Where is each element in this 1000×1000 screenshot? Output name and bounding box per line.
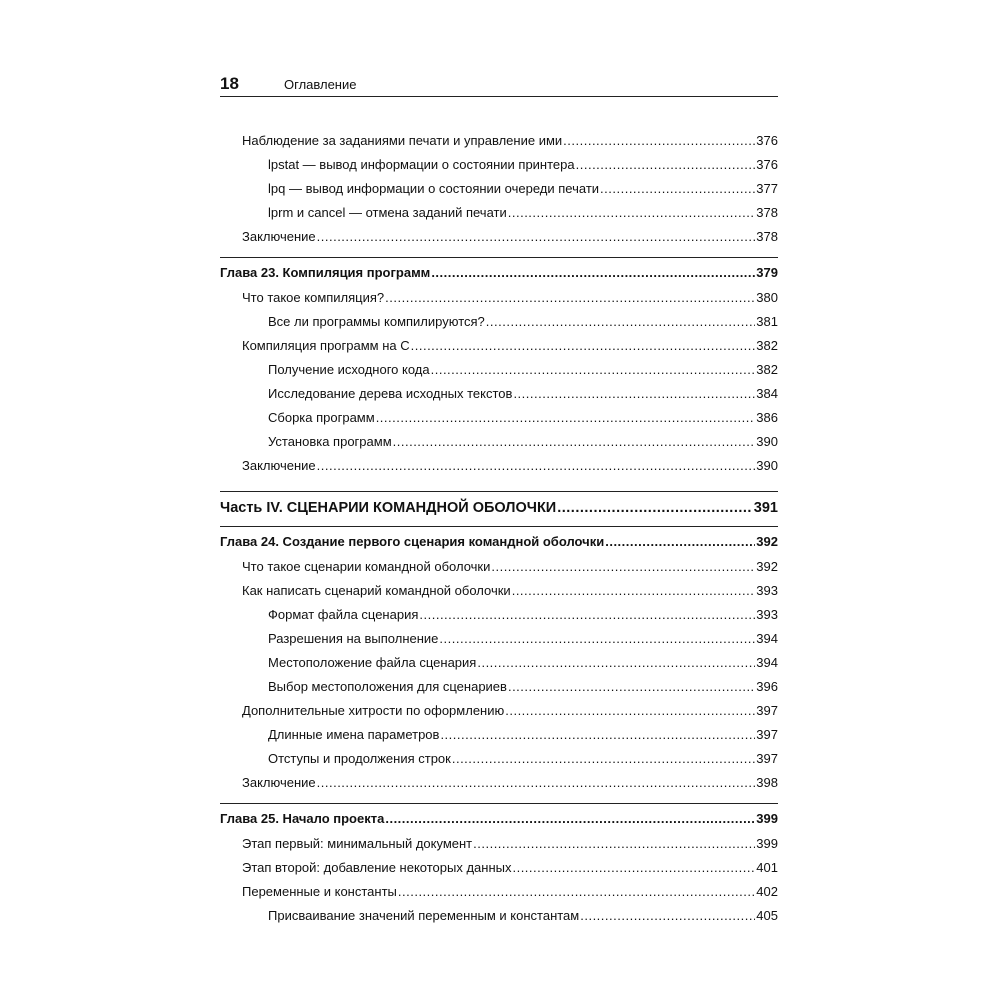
toc-entry: lprm и cancel — отмена заданий печати ..... 378 <box>268 204 778 222</box>
toc-entry: Что такое компиляция? ..... 380 <box>242 289 778 307</box>
toc-entry: Наблюдение за заданиями печати и управление ими ..... 376 <box>242 132 778 150</box>
toc-entry: Местоположение файла сценария ..... 394 <box>268 654 778 672</box>
toc-entry: Этап первый: минимальный документ ..... 399 <box>242 835 778 853</box>
toc-entry: Заключение ..... 390 <box>242 457 778 475</box>
toc-entry: Компиляция программ на C ..... 382 <box>242 337 778 355</box>
chapter-separator <box>220 257 778 258</box>
toc-entry: lpstat — вывод информации о состоянии принтера ..... 376 <box>268 156 778 174</box>
toc-chapter: Глава 25. Начало проекта ..... 399 <box>220 810 778 828</box>
part-separator <box>220 491 778 492</box>
toc-entry: Сборка программ ..... 386 <box>268 409 778 427</box>
toc-entry: Присваивание значений переменным и константам ..... 405 <box>268 907 778 925</box>
section-title: Оглавление <box>284 77 357 92</box>
toc-entry: Переменные и константы ..... 402 <box>242 883 778 901</box>
toc-entry: Заключение ..... 398 <box>242 774 778 792</box>
running-header <box>220 72 778 97</box>
toc-entry: lpq — вывод информации о состоянии очереди печати ..... 377 <box>268 180 778 198</box>
toc-entry: Отступы и продолжения строк ..... 397 <box>268 750 778 768</box>
toc-entry: Как написать сценарий командной оболочки ..... 393 <box>242 582 778 600</box>
toc-chapter: Глава 23. Компиляция программ ..... 379 <box>220 264 778 282</box>
toc-part: Часть IV. СЦЕНАРИИ КОМАНДНОЙ ОБОЛОЧКИ ..... 391 <box>220 498 778 518</box>
toc-entry: Что такое сценарии командной оболочки ..... 392 <box>242 558 778 576</box>
toc-entry: Разрешения на выполнение ..... 394 <box>268 630 778 648</box>
toc-entry: Все ли программы компилируются? ..... 381 <box>268 313 778 331</box>
toc-entry: Выбор местоположения для сценариев ..... 396 <box>268 678 778 696</box>
chapter-separator <box>220 803 778 804</box>
toc-entry: Исследование дерева исходных текстов ..... 384 <box>268 385 778 403</box>
toc-entry: Установка программ ..... 390 <box>268 433 778 451</box>
toc-entry: Получение исходного кода ..... 382 <box>268 361 778 379</box>
toc-entry: Этап второй: добавление некоторых данных ..... 401 <box>242 859 778 877</box>
toc-entry: Формат файла сценария ..... 393 <box>268 606 778 624</box>
toc-entry: Заключение ..... 378 <box>242 228 778 246</box>
toc-entry: Дополнительные хитрости по оформлению ..... 397 <box>242 702 778 720</box>
toc-entry: Длинные имена параметров ..... 397 <box>268 726 778 744</box>
page-number: 18 <box>220 74 239 93</box>
chapter-separator <box>220 526 778 527</box>
toc-chapter: Глава 24. Создание первого сценария командной оболочки ..... 392 <box>220 533 778 551</box>
